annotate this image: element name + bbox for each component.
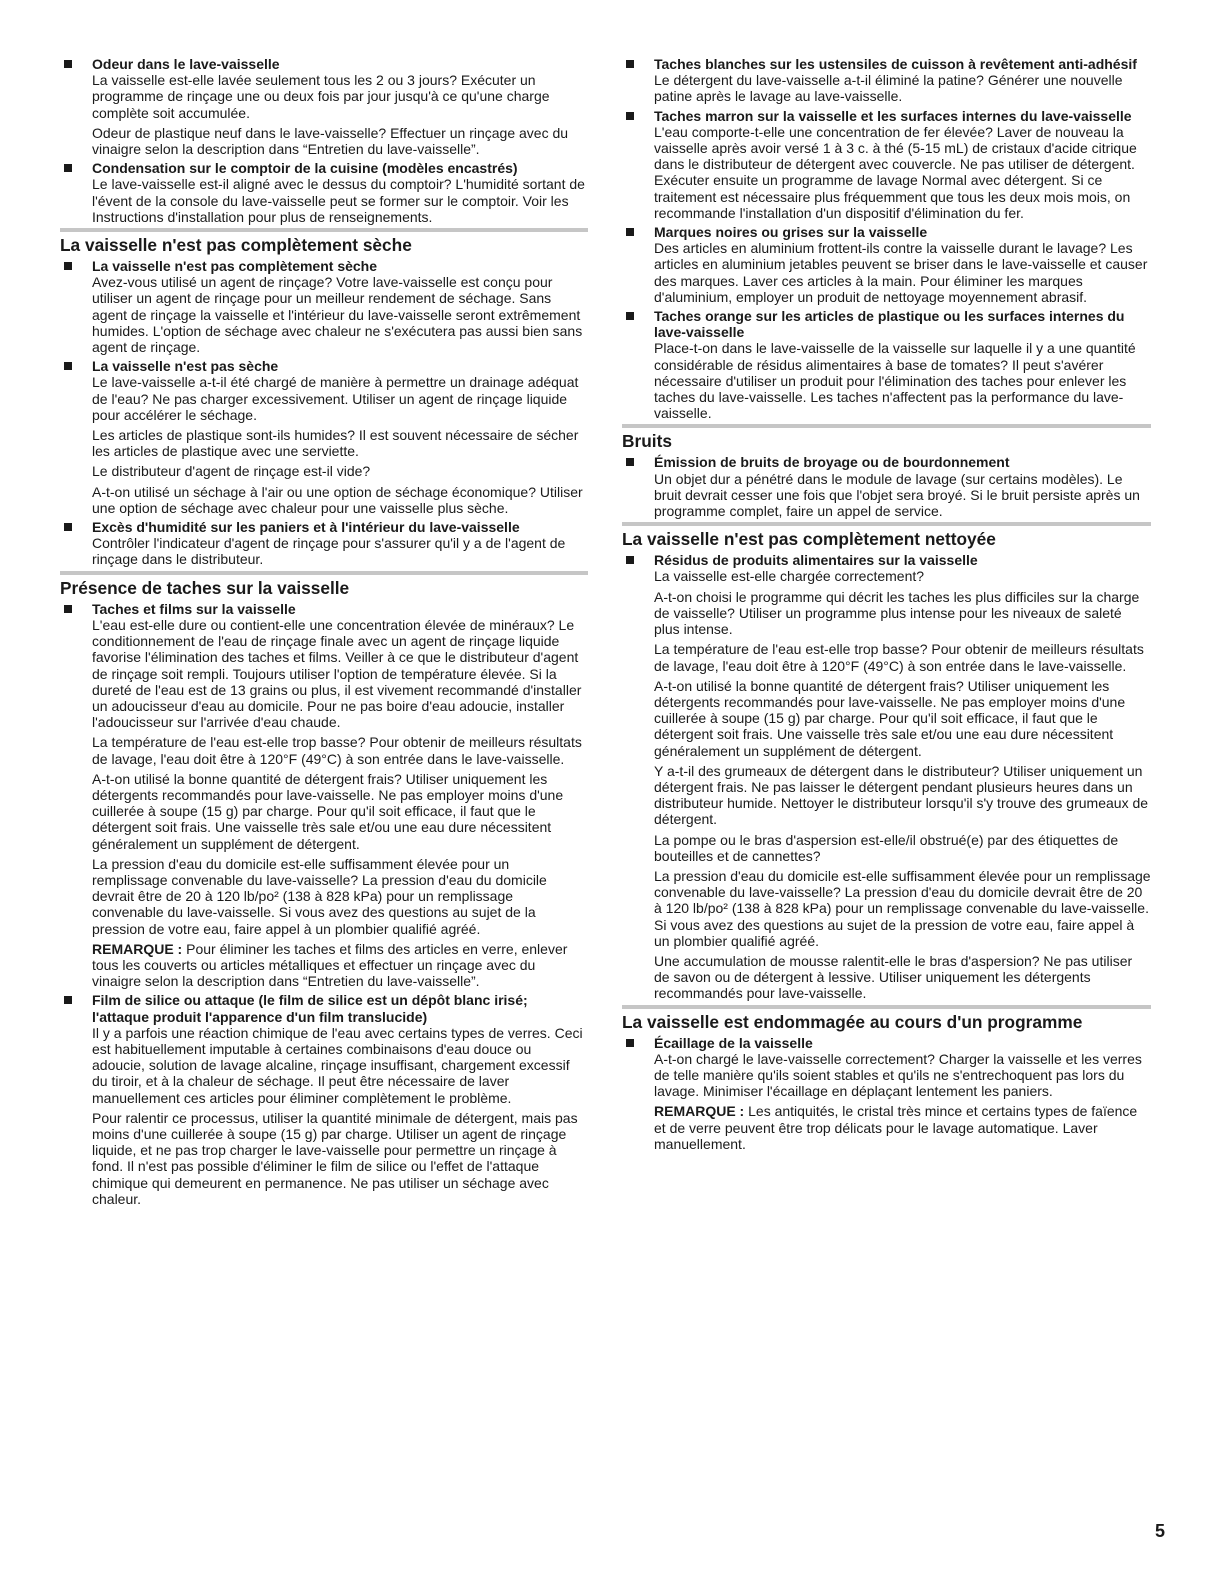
bullet-icon: [626, 312, 634, 320]
problem-title: Écaillage de la vaisselle: [654, 1034, 813, 1051]
solution-paragraph: Des articles en aluminium frottent-ils contre la vaisselle durant le lavage? Les articles en aluminium jetables peuvent se briser dans le lave-vaisselle et causer des marques. Laver ces articles à la main. Pour éliminer les marques d'aluminium, employer un produit de nettoyage moyennement abrasif.: [654, 240, 1148, 305]
solution-paragraph: Le lave-vaisselle a-t-il été chargé de manière à permettre un drainage adéquat de l'eau? Ne pas charger excessivement. Utiliser un agent de rinçage liquide pour accélérer le séchage.: [92, 374, 579, 423]
bullet-icon: [64, 523, 72, 531]
troubleshooting-section: [60, 56, 588, 225]
right-column: [622, 56, 1151, 1155]
problem-item: [60, 258, 588, 355]
solution-paragraph: A-t-on utilisé un séchage à l'air ou une option de séchage économique? Utiliser une option de séchage avec chaleur pour une vaisselle plus sèche.: [92, 483, 583, 516]
troubleshooting-section: [622, 1005, 1151, 1152]
note-label: REMARQUE :: [92, 940, 183, 957]
section-title: La vaisselle n'est pas complètement nettoyée: [622, 522, 1151, 549]
solution-paragraph: A-t-on utilisé la bonne quantité de détergent frais? Utiliser uniquement les détergents recommandés pour lave-vaisselle. Ne pas employer moins d'une cuillerée à soupe (15 g) par charge. Pour qu'il soit efficace, il faut que le détergent soit frais. Une vaisselle très sale et/ou une eau dure nécessitent généralement un supplément de détergent.: [92, 770, 564, 852]
problem-title: La vaisselle n'est pas sèche: [92, 358, 279, 375]
section-title: La vaisselle est endommagée au cours d'un programme: [622, 1005, 1151, 1032]
left-column: [60, 56, 588, 1210]
bullet-icon: [64, 996, 72, 1004]
bullet-icon: [626, 1039, 634, 1047]
bullet-icon: [64, 605, 72, 613]
bullet-icon: [64, 362, 72, 370]
note-text: Les antiquités, le cristal très mince et certains types de faïence et de verre peuvent être trop délicats pour le lavage automatique. Laver manuellement.: [654, 1103, 1138, 1152]
problem-item: [622, 224, 1151, 305]
problem-item: [622, 108, 1151, 221]
problem-item: [60, 992, 588, 1207]
solution-paragraph: Place-t-on dans le lave-vaisselle de la vaisselle sur laquelle il y a une quantité considérable de résidus alimentaires à base de tomates? Il peut s'avérer nécessaire d'utiliser un produit pour l'élimination des taches pour enlever les taches du lave-vaisselle. Les taches n'affectent pas la performance du lave-vaisselle.: [654, 340, 1136, 422]
problem-title: Émission de bruits de broyage ou de bourdonnement: [654, 454, 1010, 471]
note-label: REMARQUE :: [654, 1103, 745, 1120]
note-paragraph: [654, 1103, 1151, 1152]
solution-paragraph: Un objet dur a pénétré dans le module de lavage (sur certains modèles). Le bruit devrait cesser une fois que l'objet sera broyé. Si le bruit persiste après un programme complet, faire un appel de service.: [654, 470, 1140, 520]
section-title: La vaisselle n'est pas complètement sèche: [60, 228, 588, 255]
problem-title: Marques noires ou grises sur la vaisselle: [654, 224, 928, 241]
troubleshooting-section: [622, 56, 1151, 421]
bullet-icon: [64, 164, 72, 172]
solution-paragraph: La température de l'eau est-elle trop basse? Pour obtenir de meilleurs résultats de lavage, l'eau doit être à 120°F (49°C) à son entrée dans le lave-vaisselle.: [654, 641, 1144, 674]
troubleshooting-section: [622, 522, 1151, 1001]
problem-item: [622, 454, 1151, 519]
problem-item: [622, 1035, 1151, 1152]
troubleshooting-section: [60, 228, 588, 568]
problem-item: [622, 308, 1151, 421]
problem-item: [60, 601, 588, 990]
solution-paragraph: Le distributeur d'agent de rinçage est-il vide?: [92, 463, 371, 480]
note-paragraph: [92, 941, 588, 990]
bullet-icon: [64, 60, 72, 68]
solution-paragraph: La pression d'eau du domicile est-elle suffisamment élevée pour un remplissage convenable du lave-vaisselle? La pression d'eau du domicile devrait être de 20 à 120 lb/po² (138 à 828 kPa) pour un remplissage convenable du lave-vaisselle. Si vous avez des questions au sujet de la pression de votre eau, faire appel à un plombier qualifié agréé.: [654, 867, 1151, 949]
problem-title: La vaisselle n'est pas complètement sèche: [92, 258, 378, 275]
solution-paragraph: A-t-on choisi le programme qui décrit les taches les plus difficiles sur la charge de vaisselle? Utiliser un programme plus intense pour les niveaux de saleté plus intense.: [654, 588, 1140, 638]
problem-title: Film de silice ou attaque (le film de silice est un dépôt blanc irisé; l'attaque produit l'apparence d'un film translucide): [92, 992, 528, 1025]
solution-paragraph: Il y a parfois une réaction chimique de l'eau avec certains types de verres. Ceci est habituellement imputable à certaines combinaisons d'eau douce ou adoucie, solution de lavage alcaline, rinçage insuffisant, chargement excessif du tiroir, et à la chaleur de séchage. Il peut être nécessaire de laver manuellement ces articles pour éliminer complètement le problème.: [92, 1024, 583, 1106]
problem-title: Taches blanches sur les ustensiles de cuisson à revêtement anti-adhésif: [654, 56, 1137, 72]
solution-paragraph: La température de l'eau est-elle trop basse? Pour obtenir de meilleurs résultats de lavage, l'eau doit être à 120°F (49°C) à son entrée dans le lave-vaisselle.: [92, 734, 582, 767]
solution-paragraph: La vaisselle est-elle lavée seulement tous les 2 ou 3 jours? Exécuter un programme de rinçage une ou deux fois par jour jusqu'à ce qu'une charge complète soit accumulée.: [92, 72, 550, 121]
solution-paragraph: La pression d'eau du domicile est-elle suffisamment élevée pour un remplissage convenable du lave-vaisselle? La pression d'eau du domicile devrait être de 20 à 120 lb/po² (138 à 828 kPa) pour un remplissage convenable du lave-vaisselle. Si vous avez des questions au sujet de la pression de votre eau, faire appel à un plombier qualifié agréé.: [92, 855, 547, 937]
bullet-icon: [64, 262, 72, 270]
problem-title: Condensation sur le comptoir de la cuisine (modèles encastrés): [92, 160, 518, 177]
solution-paragraph: Le lave-vaisselle est-il aligné avec le dessus du comptoir? L'humidité sortant de l'évent de la console du lave-vaisselle peut se former sur le comptoir. Voir les Instructions d'installation pour plus de renseignements.: [92, 176, 585, 225]
solution-paragraph: Y a-t-il des grumeaux de détergent dans le distributeur? Utiliser uniquement un détergent frais. Ne pas laisser le détergent pendant plusieurs heures dans un distributeur humide. Nettoyer le distributeur lorsqu'il s'y trouve des grumeaux de détergent.: [654, 762, 1149, 828]
bullet-icon: [626, 112, 634, 120]
problem-item: [60, 519, 588, 568]
bullet-icon: [626, 228, 634, 236]
solution-paragraph: A-t-on chargé le lave-vaisselle correctement? Charger la vaisselle et les verres de telle manière qu'ils soient stables et qu'ils ne s'entrechoquent pas lors du lavage. Minimiser l'écaillage en déplaçant lentement les paniers.: [654, 1050, 1142, 1100]
solution-paragraph: Les articles de plastique sont-ils humides? Il est souvent nécessaire de sécher les articles de plastique avec une serviette.: [92, 427, 579, 460]
troubleshooting-section: [622, 424, 1151, 519]
solution-paragraph: L'eau est-elle dure ou contient-elle une concentration élevée de minéraux? Le conditionnement de l'eau de rinçage finale avec un agent de rinçage liquide favorise l'élimination des taches et films. Veiller à ce que le distributeur d'agent de rinçage soit rempli. Toujours utiliser l'option de température élevée. Si la dureté de l'eau est de 13 grains ou plus, il est vivement recommandé d'installer un adoucisseur d'eau au domicile. Pour ne pas boire d'eau adoucie, installer l'adoucisseur sur l'arrivée d'eau chaude.: [92, 616, 582, 731]
problem-item: [60, 56, 588, 157]
solution-paragraph: La vaisselle est-elle chargée correctement?: [654, 568, 925, 585]
bullet-icon: [626, 458, 634, 466]
problem-title: Taches orange sur les articles de plastique ou les surfaces internes du lave-vaisselle: [654, 308, 1125, 341]
solution-paragraph: La pompe ou le bras d'aspersion est-elle/il obstrué(e) par des étiquettes de bouteilles et de cannettes?: [654, 831, 1119, 864]
solution-paragraph: Odeur de plastique neuf dans le lave-vaisselle? Effectuer un rinçage avec du vinaigre selon la description dans “Entretien du lave-vaisselle”.: [92, 124, 569, 158]
solution-paragraph: A-t-on utilisé la bonne quantité de détergent frais? Utiliser uniquement les détergents recommandés pour lave-vaisselle. Ne pas employer moins d'une cuillerée à soupe (15 g) par charge. Pour qu'il soit efficace, il faut que le détergent soit frais. Une vaisselle très sale et/ou une eau dure nécessitent généralement un supplément de détergent.: [654, 677, 1126, 759]
problem-title: Taches marron sur la vaisselle et les surfaces internes du lave-vaisselle: [654, 107, 1132, 124]
problem-item: [622, 552, 1151, 1001]
problem-item: [622, 56, 1151, 105]
bullet-icon: [626, 60, 634, 68]
problem-title: Taches et films sur la vaisselle: [92, 600, 296, 617]
problem-item: [60, 160, 588, 225]
solution-paragraph: Une accumulation de mousse ralentit-elle le bras d'aspersion? Ne pas utiliser de savon ou de détergent à lessive. Utiliser uniquement les détergents recommandés pour lave-vaisselle.: [654, 952, 1133, 1002]
problem-title: Résidus de produits alimentaires sur la vaisselle: [654, 552, 978, 569]
note-text: Pour éliminer les taches et films des articles en verre, enlever tous les couverts ou articles métalliques et effectuer un rinçage avec du vinaigre selon la description dans “Entretien du lave-vaisselle”.: [92, 940, 568, 990]
solution-paragraph: Le détergent du lave-vaisselle a-t-il éliminé la patine? Générer une nouvelle patine après le lavage au lave-vaisselle.: [654, 72, 1123, 105]
section-title: Présence de taches sur la vaisselle: [60, 571, 588, 598]
section-title: Bruits: [622, 424, 1151, 451]
solution-paragraph: Contrôler l'indicateur d'agent de rinçage pour s'assurer qu'il y a de l'agent de rinçage dans le distributeur.: [92, 535, 566, 568]
bullet-icon: [626, 556, 634, 564]
problem-title: Odeur dans le lave-vaisselle: [92, 56, 280, 72]
page-number: 5: [1154, 1521, 1165, 1541]
problem-title: Excès d'humidité sur les paniers et à l'intérieur du lave-vaisselle: [92, 519, 520, 536]
solution-paragraph: L'eau comporte-t-elle une concentration de fer élevée? Laver de nouveau la vaisselle après avoir versé 1 à 3 c. à thé (5-15 mL) de cristaux d'acide citrique dans le distributeur de détergent avec couvercle. Ne pas utiliser de détergent. Exécuter ensuite un programme de lavage Normal avec détergent. Si ce traitement est nécessaire plus fréquemment que tous les deux mois mois, on recommande l'installation d'un dispositif d'élimination du fer.: [654, 123, 1137, 221]
solution-paragraph: Pour ralentir ce processus, utiliser la quantité minimale de détergent, mais pas moins d'une cuillerée à soupe (15 g) par charge. Utiliser un agent de rinçage liquide, et ne pas trop charger le lave-vaisselle pour permettre un rinçage à fond. Il n'est pas possible d'éliminer le film de silice ou l'effet de l'attaque chimique qui demeurent en permanence. Ne pas utiliser un séchage avec chaleur.: [92, 1109, 578, 1207]
problem-item: [60, 358, 588, 516]
troubleshooting-section: [60, 571, 588, 1207]
solution-paragraph: Avez-vous utilisé un agent de rinçage? Votre lave-vaisselle est conçu pour utiliser un agent de rinçage pour un meilleur rendement de séchage. Sans agent de rinçage la vaisselle et l'intérieur du lave-vaisselle seront extrêmement humides. L'option de séchage avec chaleur ne s'exécutera pas aussi bien sans agent de rinçage.: [92, 274, 583, 356]
